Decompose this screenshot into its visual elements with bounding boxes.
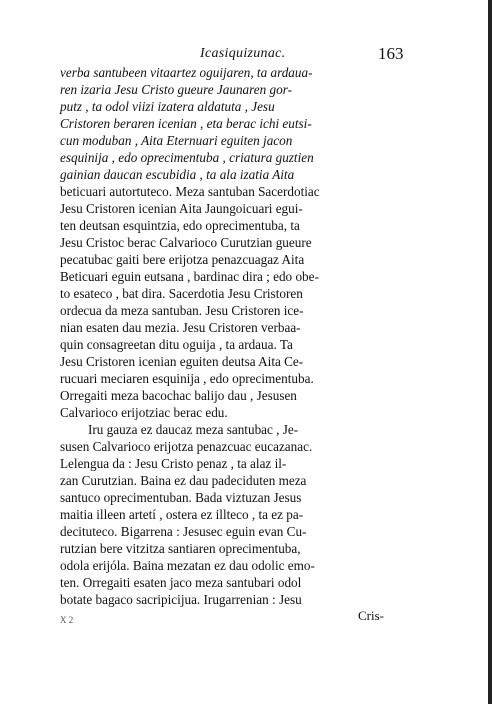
text-line: cun moduban , Aita Eternuari eguiten jacon (60, 133, 293, 148)
page-edge-shadow (488, 0, 492, 704)
catchword: Cris- (358, 608, 384, 623)
text-line: ten deutsan esquintzia, edo oprecimentuba, ta (60, 218, 300, 233)
text-line: quin consagreetan ditu oguija , ta ardaua. Ta (60, 337, 293, 352)
text-line: Calvarioco erijotziac berac edu. (60, 405, 228, 420)
text-line: to esateco , bat dira. Sacerdotia Jesu Cristoren (60, 286, 303, 301)
text-line: Jesu Cristoc berac Calvarioco Curutzian gueure (60, 235, 312, 250)
text-line: zan Curutzian. Baina ez dau padeciduten meza (60, 473, 307, 488)
body-text (60, 64, 390, 608)
text-line: rutzian bere vitzitza santiaren oprecimentuba, (60, 541, 301, 556)
text-line: Lelengua da : Jesu Cristo penaz , ta alaz il- (60, 456, 287, 471)
page-number: 163 (378, 44, 404, 63)
signature-mark: X 2 (60, 615, 74, 625)
text-line-last: botate bagaco sacripicijua. Irugarrenian : Jesu (60, 592, 302, 607)
page-header (40, 44, 440, 66)
text-line: verba santubeen vitaartez oguijaren, ta ardaua- (60, 65, 313, 80)
text-line: beticuari autortuteco. Meza santuban Sacerdotiac (60, 184, 320, 199)
text-line: Jesu Cristoren icenian eguiten deutsa Aita Ce- (60, 354, 304, 369)
text-line: maitia illeen artetí , ostera ez illteco , ta ez pa- (60, 507, 304, 522)
text-line: putz , ta odol viizi izatera aldatuta , Jesu (60, 99, 275, 114)
text-line: Cristoren beraren icenian , eta berac ichi eutsi- (60, 116, 312, 131)
text-line: pecatubac gaiti bere erijotza penazcuagaz Aita (60, 252, 305, 267)
text-line: Beticuari eguin eutsana , bardinac dira ; edo obe- (60, 269, 319, 284)
text-line: decituteco. Bigarrena : Jesusec eguin evan Cu- (60, 524, 307, 539)
running-title: Icasiquizunac. (200, 46, 286, 61)
text-line: susen Calvarioco erijotza penazcuac eucazanac. (60, 439, 313, 454)
text-line: Jesu Cristoren icenian Aita Jaungoicuari egui- (60, 201, 303, 216)
text-line: ten. Orregaiti esaten jaco meza santubari odol (60, 575, 302, 590)
text-line: gainian daucan escubidia , ta ala izatia Aita (60, 167, 295, 182)
text-line: santuco oprecimentuban. Bada viztuzan Jesus (60, 490, 302, 505)
text-line: rucuari meciaren esquinija , edo oprecimentuba. (60, 371, 314, 386)
text-line: Orregaiti meza bacochac balijo dau , Jesusen (60, 388, 297, 403)
text-line: ordecua da meza santuban. Jesu Cristoren ice- (60, 303, 304, 318)
text-line: esquinija , edo oprecimentuba , criatura guztien (60, 150, 314, 165)
paragraph-first-line: Iru gauza ez daucaz meza santubac , Je- (88, 422, 299, 437)
text-line: nian esaten dau mezia. Jesu Cristoren verbaa- (60, 320, 301, 335)
text-line: odola erijóla. Baina mezatan ez dau odolic emo- (60, 558, 315, 573)
text-line: ren izaria Jesu Cristo gueure Jaunaren gor- (60, 82, 292, 97)
